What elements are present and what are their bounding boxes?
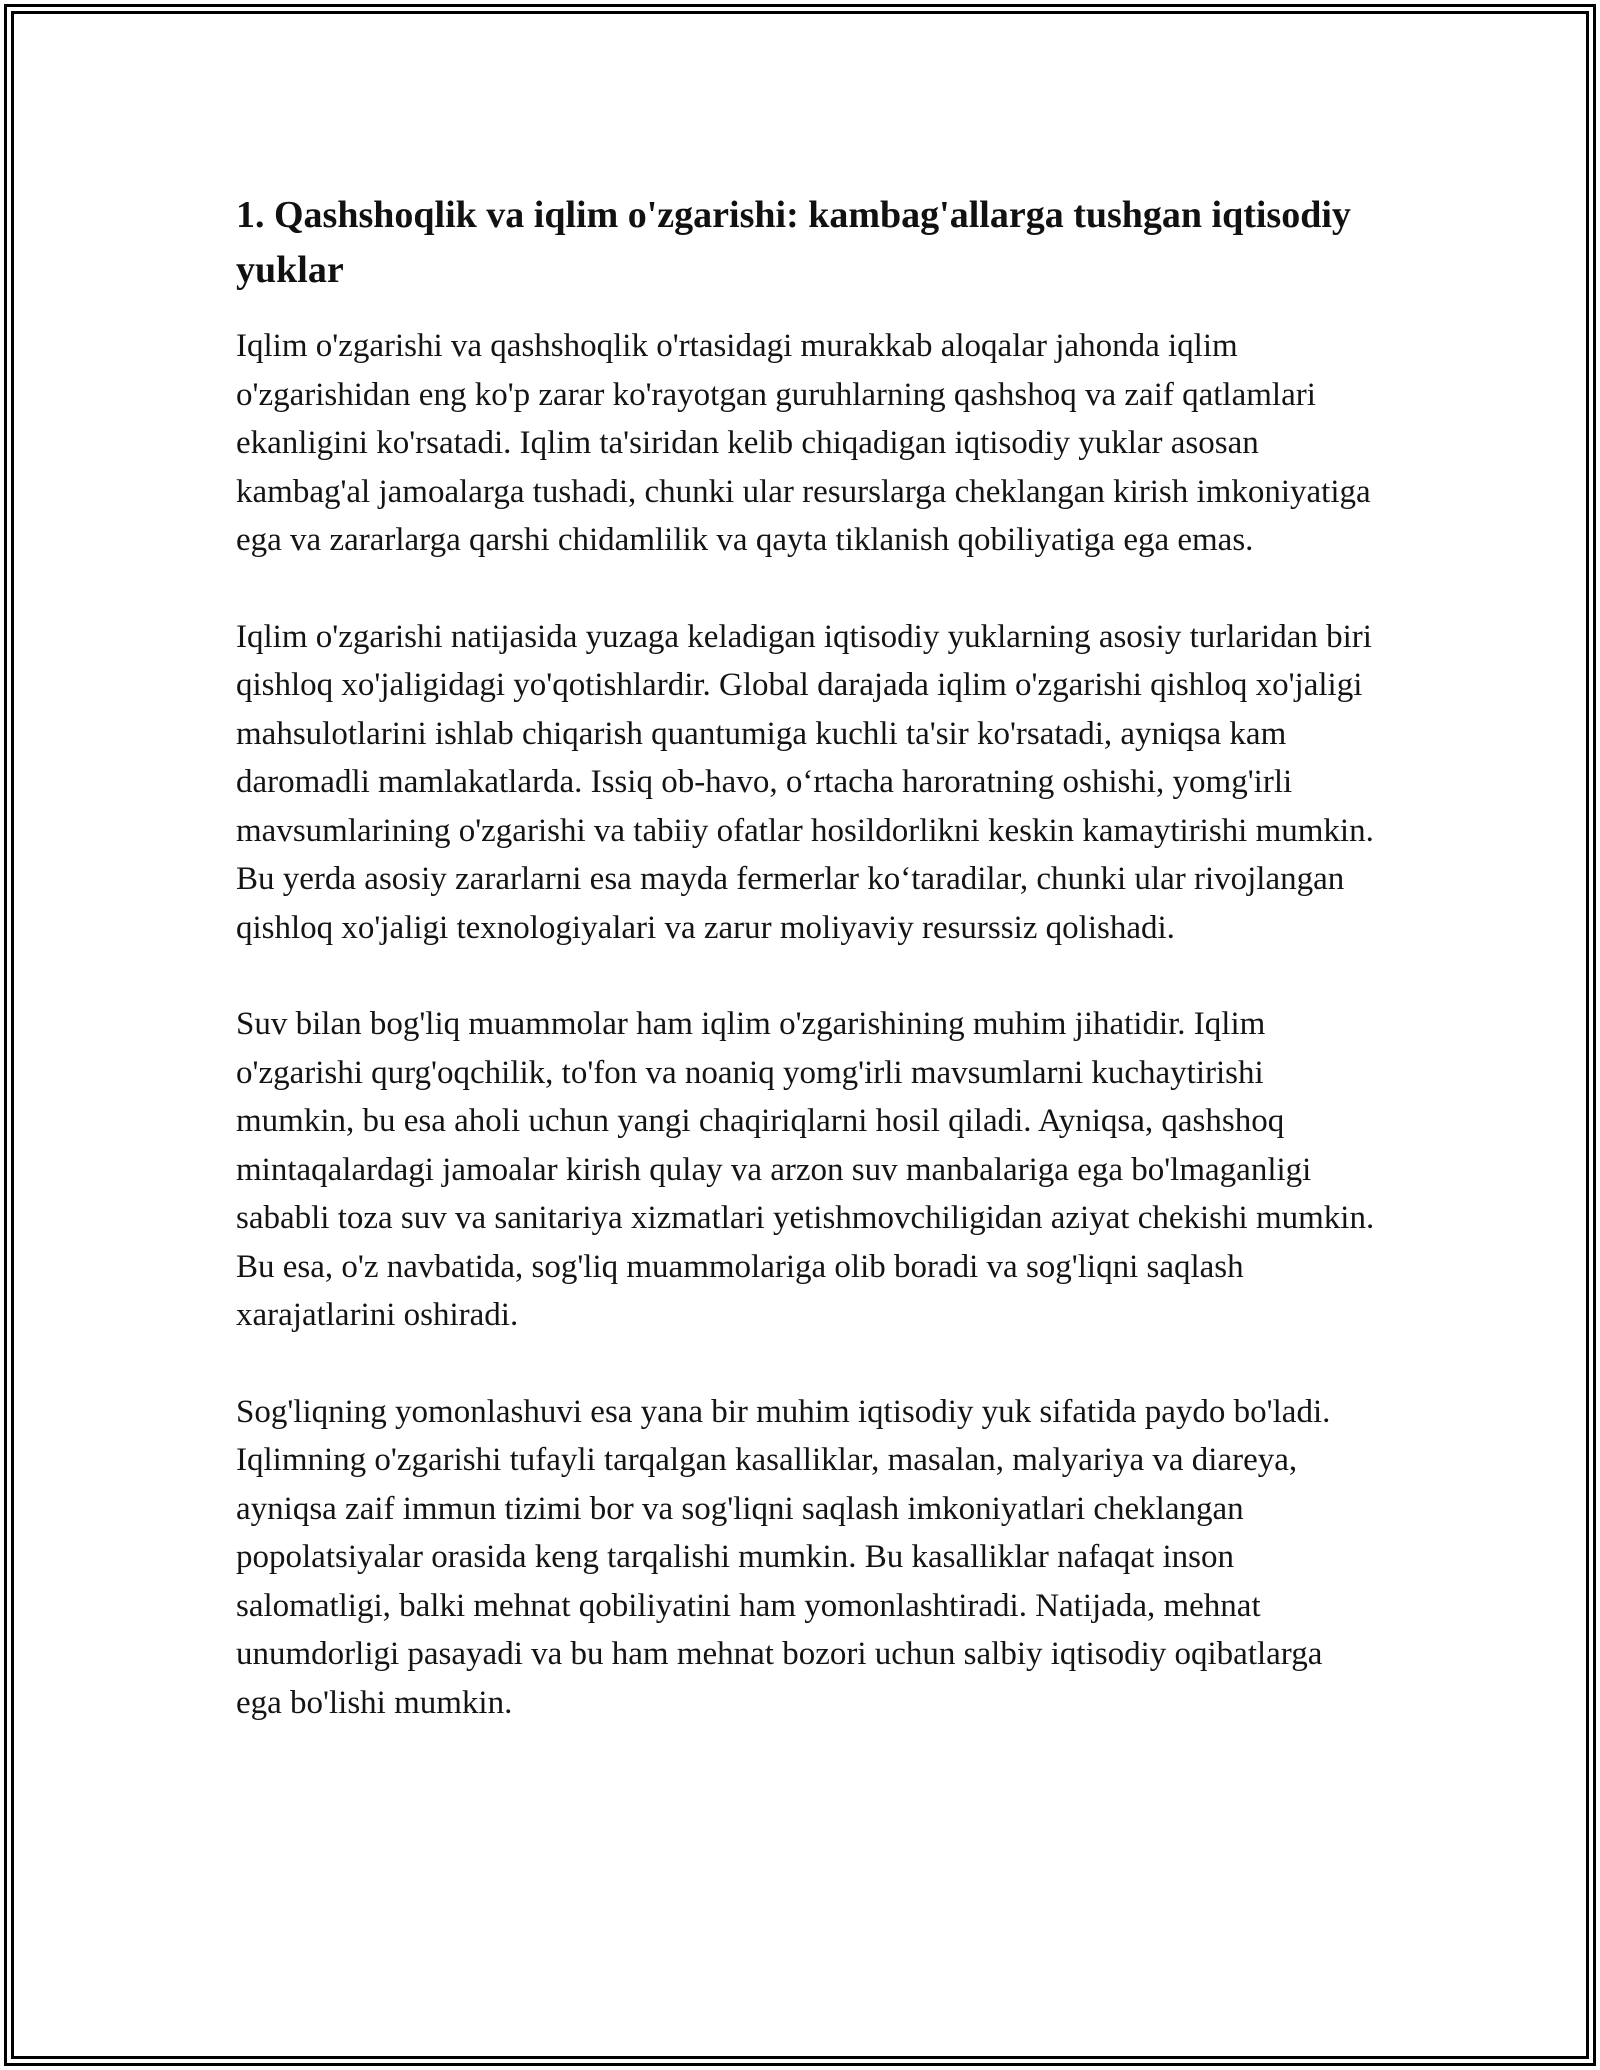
paragraph-4: Sog'liqning yomonlashuvi esa yana bir muhim iqtisodiy yuk sifatida paydo bo'ladi. Iqlimning o'zgarishi tufayli tarqalgan kasalliklar, masalan, malyariya va diareya, ayniqsa zaif immun tizimi bor va sog'liqni saqlash imkoniyatlari cheklangan popolatsiyalar orasida keng tarqalishi mumkin. Bu kasalliklar nafaqat inson salomatligi, balki mehnat qobiliyatini ham yomonlashtiradi. Natijada, mehnat unumdorligi pasayadi va bu ham mehnat bozori uchun salbiy iqtisodiy oqibatlarga ega bo'lishi mumkin. bbox=[236, 1393, 1331, 1721]
paragraph-2: Iqlim o'zgarishi natijasida yuzaga keladigan iqtisodiy yuklarning asosiy turlaridan biri qishloq xo'jaligidagi yo'qotishlardir. Global darajada iqlim o'zgarishi qishloq xo'jaligi mahsulotlarini ishlab chiqarish quantumiga kuchli ta'sir ko'rsatadi, ayniqsa kam daromadli mamlakatlarda. Issiq ob-havo, o‘rtacha haroratning oshishi, yomg'irli mavsumlarining o'zgarishi va tabiiy ofatlar hosildorlikni keskin kamaytirishi mumkin. Bu yerda asosiy zararlarni esa mayda fermerlar ko‘taradilar, chunki ular rivojlangan qishloq xo'jaligi texnologiyalari va zarur moliyaviy resurssiz qolishadi. bbox=[236, 618, 1374, 946]
paragraph-1: Iqlim o'zgarishi va qashshoqlik o'rtasidagi murakkab aloqalar jahonda iqlim o'zgarishidan eng ko'p zarar ko'rayotgan guruhlarning qashshoq va zaif qatlamlari ekanligini ko'rsatadi. Iqlim ta'siridan kelib chiqadigan iqtisodiy yuklar asosan kambag'al jamoalarga tushadi, chunki ular resurslarga cheklangan kirish imkoniyatiga ega va zararlarga qarshi chidamlilik va qayta tiklanish qobiliyatiga ega emas. bbox=[236, 328, 1371, 558]
document-body bbox=[236, 188, 1376, 1727]
paragraph-3: Suv bilan bog'liq muammolar ham iqlim o'zgarishining muhim jihatidir. Iqlim o'zgarishi qurg'oqchilik, to'fon va noaniq yomg'irli mavsumlarni kuchaytirishi mumkin, bu esa aholi uchun yangi chaqiriqlarni hosil qiladi. Ayniqsa, qashshoq mintaqalardagi jamoalar kirish qulay va arzon suv manbalariga ega bo'lmaganligi sababli toza suv va sanitariya xizmatlari yetishmovchiligidan aziyat chekishi mumkin. Bu esa, o'z navbatida, sog'liq muammolariga olib boradi va sog'liqni saqlash xarajatlarini oshiradi. bbox=[236, 1006, 1375, 1333]
section-heading: 1. Qashshoqlik va iqlim o'zgarishi: kambag'allarga tushgan iqtisodiy yuklar bbox=[236, 194, 1351, 291]
